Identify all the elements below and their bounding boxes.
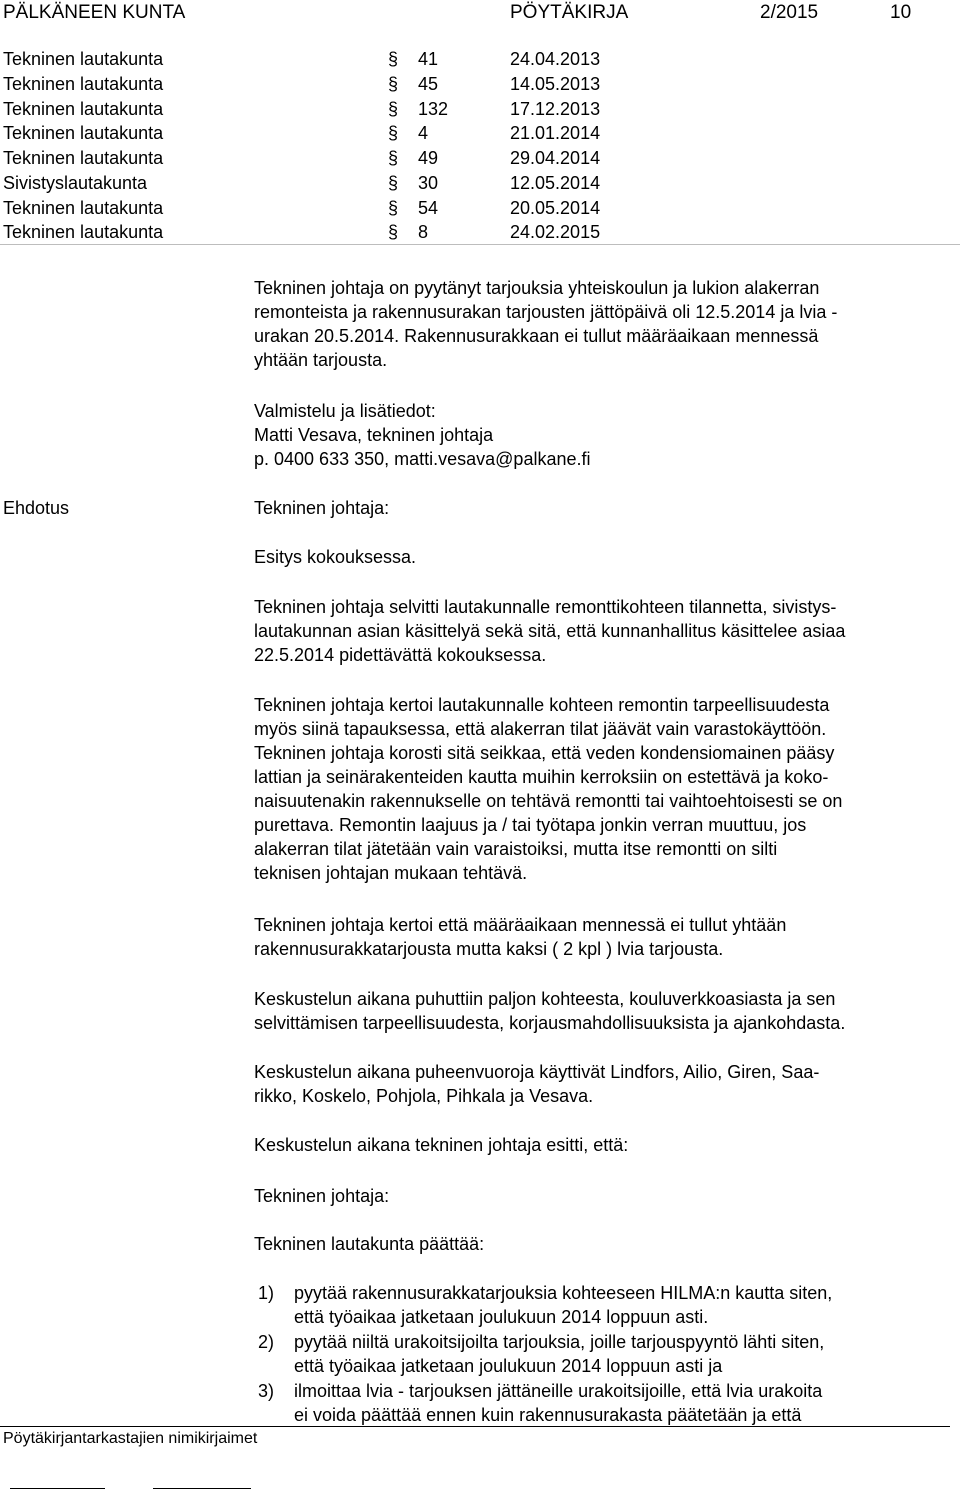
history-body: Tekninen lautakunta xyxy=(3,74,164,94)
preparation-info xyxy=(254,399,954,471)
history-section-number: 49 xyxy=(418,148,439,168)
history-row xyxy=(3,72,703,97)
section-sign: § xyxy=(388,198,399,218)
paragraph-4 xyxy=(254,987,954,1035)
paragraph-1 xyxy=(254,595,954,667)
history-row xyxy=(3,146,703,171)
decision-number: 1) xyxy=(258,1283,275,1303)
paragraph-7: Tekninen johtaja: xyxy=(254,1186,390,1206)
proposal-label: Ehdotus xyxy=(3,498,70,518)
decision-number: 3) xyxy=(258,1381,275,1401)
page-number: 10 xyxy=(890,2,912,23)
text-line: Keskustelun aikana puhuttiin paljon kohteesta, kouluverkkoasiasta ja sen xyxy=(254,989,836,1009)
header-divider xyxy=(0,244,960,245)
text-line: ei voida päättää ennen kuin rakennusurakasta päätetään ja että xyxy=(294,1405,802,1425)
history-date: 29.04.2014 xyxy=(510,148,601,168)
text-line: yhtään tarjousta. xyxy=(254,350,388,370)
preparer-contact: p. 0400 633 350, matti.vesava@palkane.fi xyxy=(254,449,591,469)
history-body: Tekninen lautakunta xyxy=(3,198,164,218)
text-line: rikko, Koskelo, Pohjola, Pihkala ja Vesava. xyxy=(254,1086,594,1106)
history-row xyxy=(3,47,703,72)
section-sign: § xyxy=(388,99,399,119)
section-sign: § xyxy=(388,74,399,94)
history-body: Tekninen lautakunta xyxy=(3,222,164,242)
section-sign: § xyxy=(388,173,399,193)
history-section-number: 41 xyxy=(418,49,439,69)
text-line: rakennusurakkatarjousta mutta kaksi ( 2 kpl ) lvia tarjousta. xyxy=(254,939,724,959)
municipality-name: PÄLKÄNEEN KUNTA xyxy=(3,2,186,23)
decision-heading: Tekninen lautakunta päättää: xyxy=(254,1234,485,1254)
paragraph-6: Keskustelun aikana tekninen johtaja esitti, että: xyxy=(254,1135,629,1155)
history-row xyxy=(3,121,703,146)
intro-paragraph xyxy=(254,276,954,372)
history-body: Tekninen lautakunta xyxy=(3,99,164,119)
text-line: lautakunnan asian käsittelyä sekä sitä, että kunnanhallitus käsittelee asiaa xyxy=(254,621,846,641)
history-date: 14.05.2013 xyxy=(510,74,601,94)
document-type: PÖYTÄKIRJA xyxy=(510,2,629,23)
proposal-heading: Tekninen johtaja: xyxy=(254,498,390,518)
text-line: Keskustelun aikana puheenvuoroja käyttivät Lindfors, Ailio, Giren, Saa- xyxy=(254,1062,820,1082)
decision-number: 2) xyxy=(258,1332,275,1352)
preparation-title: Valmistelu ja lisätiedot: xyxy=(254,401,436,421)
history-section-number: 4 xyxy=(418,123,429,143)
text-line: ilmoittaa lvia - tarjouksen jättäneille urakoitsijoille, että lvia urakoita xyxy=(294,1381,823,1401)
text-line: että työaikaa jatketaan joulukuun 2014 loppuun asti. xyxy=(294,1307,709,1327)
text-line: Tekninen johtaja kertoi että määräaikaan mennessä ei tullut yhtään xyxy=(254,915,787,935)
text-line: selvittämisen tarpeellisuudesta, korjausmahdollisuuksista ja ajankohdasta. xyxy=(254,1013,846,1033)
history-row xyxy=(3,97,703,122)
text-line: alakerran tilat jätetään vain varaistoiksi, mutta itse remontti on silti xyxy=(254,839,778,859)
history-body: Tekninen lautakunta xyxy=(3,148,164,168)
history-section-number: 54 xyxy=(418,198,439,218)
history-section-number: 45 xyxy=(418,74,439,94)
section-sign: § xyxy=(388,123,399,143)
history-section-number: 30 xyxy=(418,173,439,193)
history-row xyxy=(3,196,703,221)
history-date: 12.05.2014 xyxy=(510,173,601,193)
history-date: 20.05.2014 xyxy=(510,198,601,218)
section-sign: § xyxy=(388,222,399,242)
text-line: Tekninen johtaja on pyytänyt tarjouksia yhteiskoulun ja lukion alakerran xyxy=(254,278,820,298)
text-line: remonteista ja rakennusurakan tarjousten jättöpäivä oli 12.5.2014 ja lvia - xyxy=(254,302,838,322)
text-line: lattian ja seinärakenteiden kautta muihin kerroksiin on estettävä ja koko- xyxy=(254,767,829,787)
text-line: purettava. Remontin laajuus ja / tai työtapa jonkin verran muuttuu, jos xyxy=(254,815,807,835)
paragraph-3 xyxy=(254,913,954,961)
history-body: Tekninen lautakunta xyxy=(3,49,164,69)
history-body: Sivistyslautakunta xyxy=(3,173,148,193)
issue-number: 2/2015 xyxy=(760,2,819,23)
text-line: teknisen johtajan mukaan tehtävä. xyxy=(254,863,528,883)
history-date: 24.04.2013 xyxy=(510,49,601,69)
preparer-name: Matti Vesava, tekninen johtaja xyxy=(254,425,494,445)
text-line: pyytää niiltä urakoitsijoilta tarjouksia, joille tarjouspyyntö lähti siten, xyxy=(294,1332,825,1352)
paragraph-5 xyxy=(254,1060,954,1108)
text-line: että työaikaa jatketaan joulukuun 2014 loppuun asti ja xyxy=(294,1356,723,1376)
text-line: naisuutenakin rakennukselle on tehtävä remontti tai vaihtoehtoisesti se on xyxy=(254,791,843,811)
text-line: Tekninen johtaja korosti sitä seikkaa, että veden kondensiomainen pääsy xyxy=(254,743,835,763)
proposal-text: Esitys kokouksessa. xyxy=(254,547,417,567)
history-date: 21.01.2014 xyxy=(510,123,601,143)
signature-line xyxy=(153,1488,251,1489)
history-section-number: 132 xyxy=(418,99,449,119)
history-date: 17.12.2013 xyxy=(510,99,601,119)
text-line: Tekninen johtaja selvitti lautakunnalle remonttikohteen tilannetta, sivistys- xyxy=(254,597,837,617)
history-row xyxy=(3,220,703,245)
text-line: pyytää rakennusurakkatarjouksia kohteeseen HILMA:n kautta siten, xyxy=(294,1283,833,1303)
history-section-number: 8 xyxy=(418,222,429,242)
paragraph-2 xyxy=(254,693,954,885)
section-sign: § xyxy=(388,148,399,168)
history-body: Tekninen lautakunta xyxy=(3,123,164,143)
signature-line xyxy=(10,1488,105,1489)
signatures-label: Pöytäkirjantarkastajien nimikirjaimet xyxy=(3,1430,258,1447)
history-date: 24.02.2015 xyxy=(510,222,601,242)
section-sign: § xyxy=(388,49,399,69)
text-line: Tekninen johtaja kertoi lautakunnalle kohteen remontin tarpeellisuudesta xyxy=(254,695,830,715)
history-row xyxy=(3,171,703,196)
text-line: urakan 20.5.2014. Rakennusurakkaan ei tullut määräaikaan mennessä xyxy=(254,326,819,346)
text-line: myös siinä tapauksessa, että alakerran tilat jäävät vain varastokäyttöön. xyxy=(254,719,827,739)
text-line: 22.5.2014 pidettävättä kokouksessa. xyxy=(254,645,547,665)
